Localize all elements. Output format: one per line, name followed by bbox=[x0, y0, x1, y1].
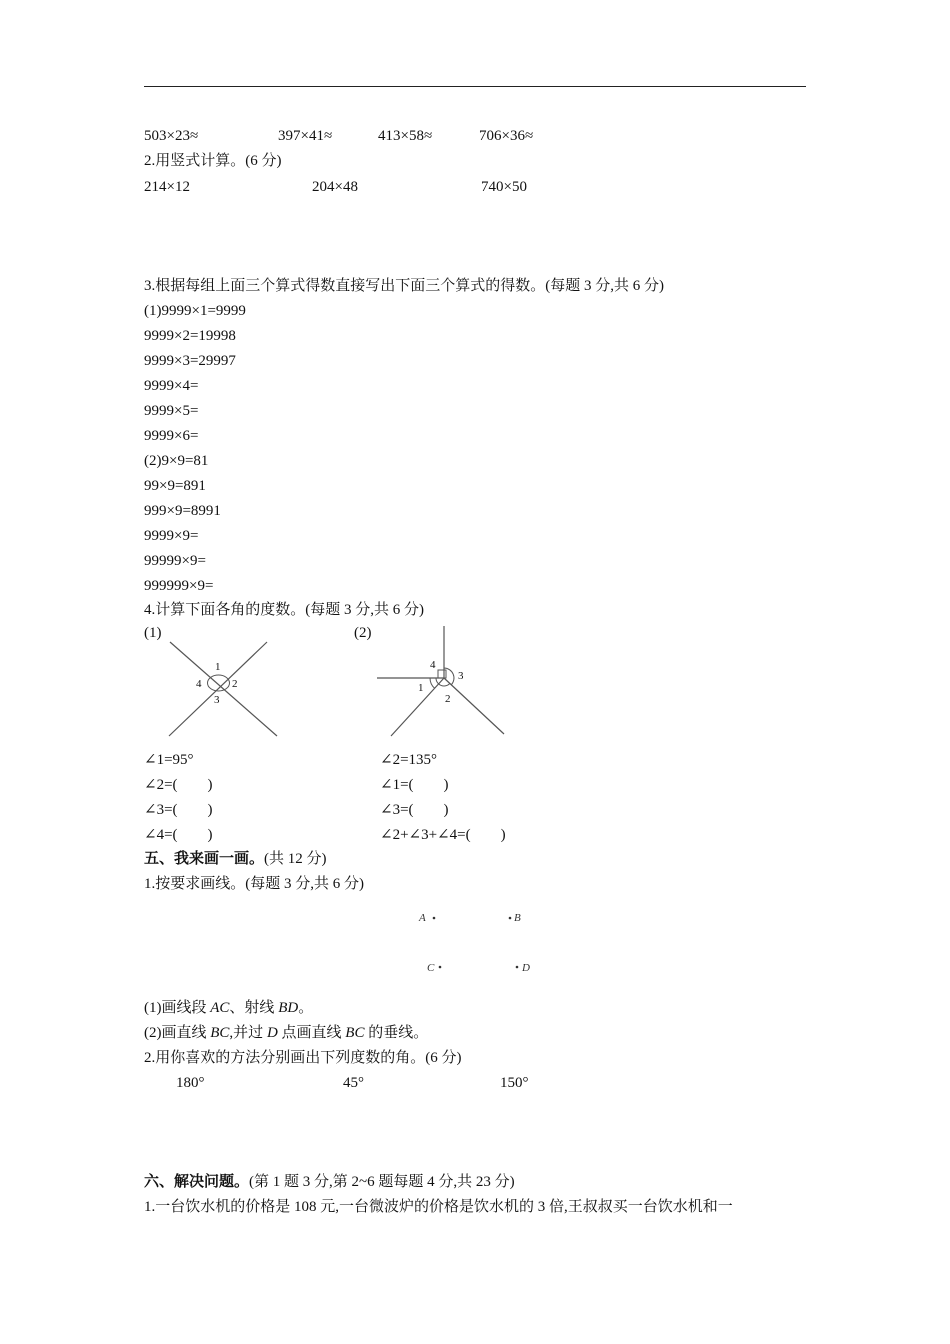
problem-1-text: 1.一台饮水机的价格是 108 元,一台微波炉的价格是饮水机的 3 倍,王叔叔买一台饮水机和一 bbox=[144, 1199, 733, 1215]
angle-3-label: 3 bbox=[214, 694, 220, 706]
angle-answer: ∠2+∠3+∠4=( ) bbox=[380, 827, 506, 843]
angle-degree: 150° bbox=[500, 1075, 529, 1091]
figure-1-label: (1) bbox=[144, 625, 162, 641]
equation-line: 99999×9= bbox=[144, 553, 206, 569]
equation-line: 9999×4= bbox=[144, 378, 199, 394]
angle-2-label: 2 bbox=[445, 693, 451, 705]
figure-1-crossing-lines bbox=[160, 640, 290, 740]
sec5-q2-title: 2.用你喜欢的方法分别画出下列度数的角。(6 分) bbox=[144, 1050, 462, 1066]
estimate-item: 413×58≈ bbox=[378, 128, 433, 144]
vertical-calc-item: 214×12 bbox=[144, 179, 190, 195]
drawing-task-2: (2)画直线 BC,并过 D 点画直线 BC 的垂线。 bbox=[144, 1025, 429, 1041]
equation-line: 9999×3=29997 bbox=[144, 353, 236, 369]
angle-answer: ∠2=135° bbox=[380, 752, 438, 768]
equation-line: 999999×9= bbox=[144, 578, 214, 594]
angle-degree: 45° bbox=[343, 1075, 364, 1091]
equation-line: 999×9=8991 bbox=[144, 503, 221, 519]
point-b-label: B bbox=[514, 912, 521, 924]
angle-1-label: 1 bbox=[215, 661, 221, 673]
angle-3-label: 3 bbox=[458, 670, 464, 682]
vertical-calc-item: 204×48 bbox=[312, 179, 358, 195]
angle-answer: ∠2=( ) bbox=[144, 777, 213, 793]
point-a-label: A bbox=[419, 912, 426, 924]
estimate-item: 503×23≈ bbox=[144, 128, 199, 144]
header-rule bbox=[144, 86, 806, 87]
estimate-item: 706×36≈ bbox=[479, 128, 534, 144]
section-title: 五、我来画一画。 bbox=[144, 851, 265, 867]
angle-1-label: 1 bbox=[418, 682, 424, 694]
point-c-label: C bbox=[427, 962, 435, 974]
q3-title: 3.根据每组上面三个算式得数直接写出下面三个算式的得数。(每题 3 分,共 6 分) bbox=[144, 278, 664, 294]
angle-degree: 180° bbox=[176, 1075, 205, 1091]
vertical-calc-item: 740×50 bbox=[481, 179, 527, 195]
equation-line: 9999×5= bbox=[144, 403, 199, 419]
q2-title: 2.用竖式计算。(6 分) bbox=[144, 153, 282, 169]
angle-4-label: 4 bbox=[430, 659, 436, 671]
section-score: (第 1 题 3 分,第 2~6 题每题 4 分,共 23 分) bbox=[249, 1174, 515, 1190]
equation-line: 9999×6= bbox=[144, 428, 199, 444]
sec5-q1-title: 1.按要求画线。(每题 3 分,共 6 分) bbox=[144, 876, 364, 892]
drawing-task-1: (1)画线段 AC、射线 BD。 bbox=[144, 1000, 314, 1016]
section-5-heading bbox=[144, 850, 327, 868]
section-6-heading bbox=[144, 1173, 515, 1191]
section-score: (共 12 分) bbox=[264, 851, 327, 867]
angle-2-label: 2 bbox=[232, 678, 238, 690]
equation-line: (1)9999×1=9999 bbox=[144, 303, 246, 319]
section-title: 六、解决问题。 bbox=[144, 1174, 250, 1190]
angle-answer: ∠4=( ) bbox=[144, 827, 213, 843]
estimate-item: 397×41≈ bbox=[278, 128, 333, 144]
points-diagram bbox=[410, 905, 550, 975]
angle-4-label: 4 bbox=[196, 678, 202, 690]
angle-answer: ∠3=( ) bbox=[380, 802, 449, 818]
equation-line: 99×9=891 bbox=[144, 478, 206, 494]
equation-line: 9999×2=19998 bbox=[144, 328, 236, 344]
equation-line: 9999×9= bbox=[144, 528, 199, 544]
equation-line: (2)9×9=81 bbox=[144, 453, 209, 469]
angle-answer: ∠3=( ) bbox=[144, 802, 213, 818]
figure-2-label: (2) bbox=[354, 625, 372, 641]
figure-2-rays bbox=[374, 624, 509, 740]
angle-answer: ∠1=95° bbox=[144, 752, 194, 768]
point-d-label: D bbox=[522, 962, 530, 974]
q4-title: 4.计算下面各角的度数。(每题 3 分,共 6 分) bbox=[144, 602, 424, 618]
angle-answer: ∠1=( ) bbox=[380, 777, 449, 793]
